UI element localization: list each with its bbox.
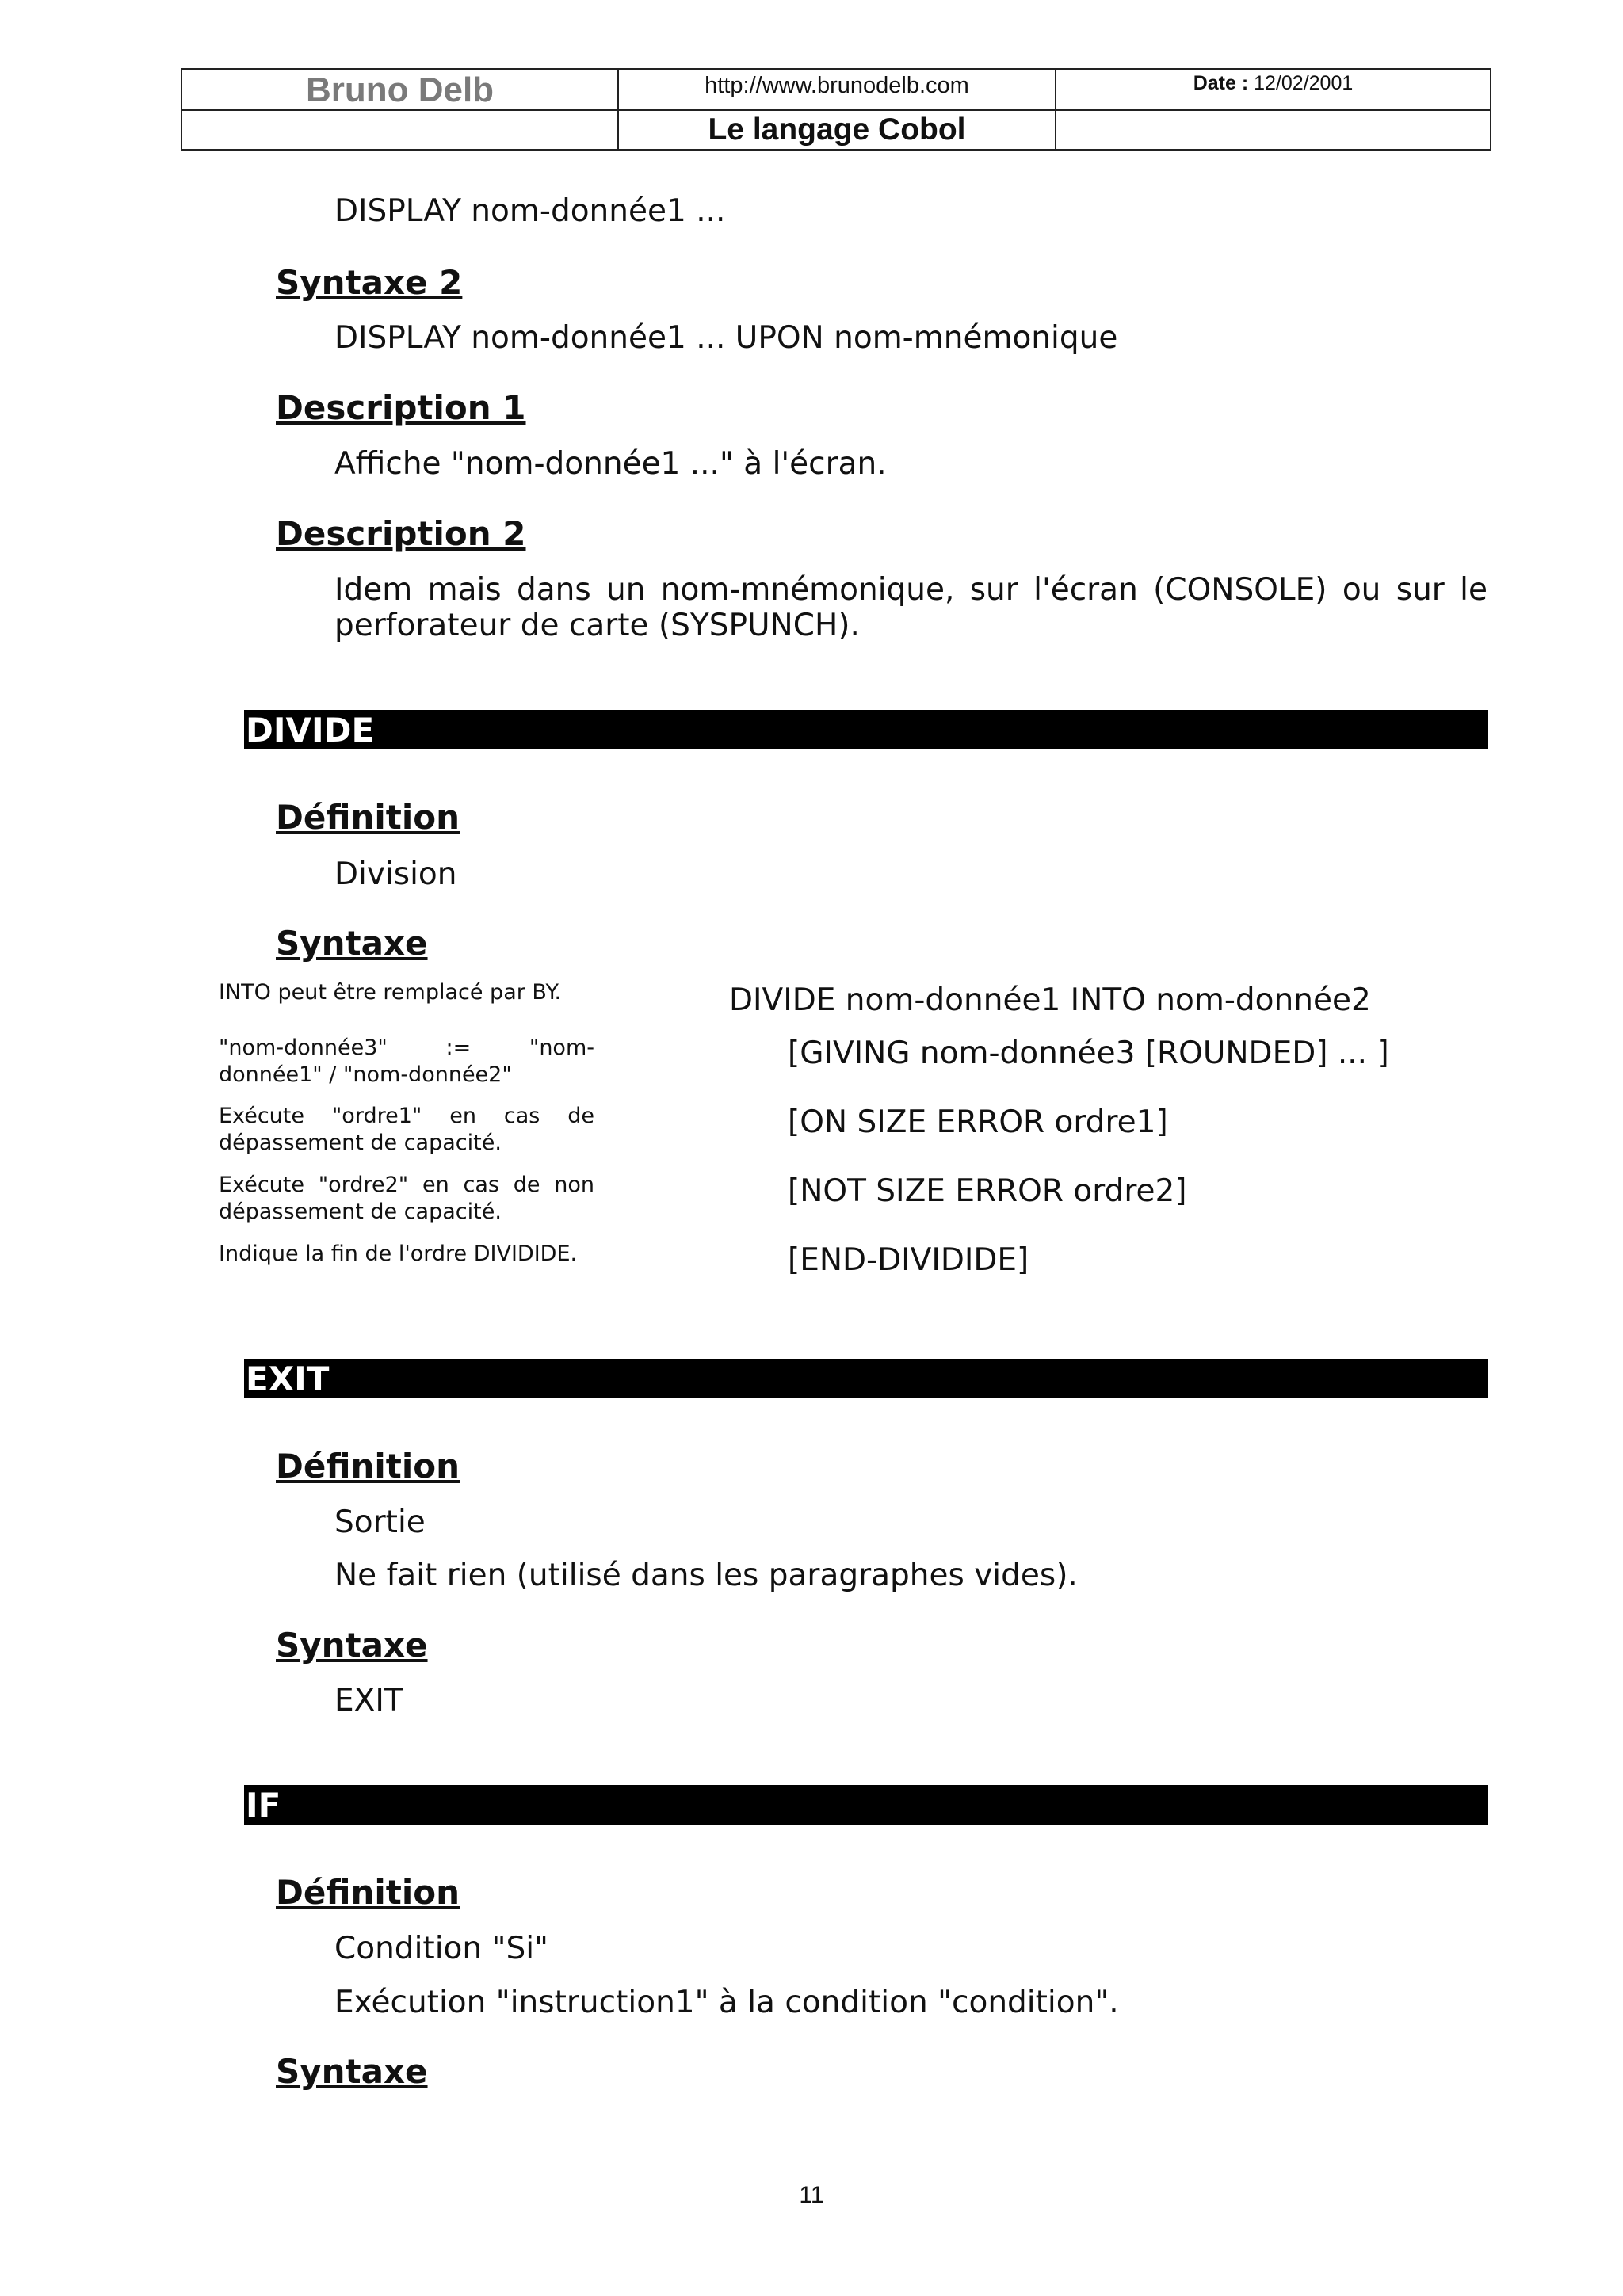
header-empty-cell — [182, 111, 619, 149]
if-definition-line2: Exécution "instruction1" à la condition "condition". — [334, 1985, 1119, 2020]
exit-definition-line2: Ne fait rien (utilisé dans les paragraphes vides). — [334, 1558, 1078, 1593]
divide-definition-heading: Définition — [276, 798, 460, 837]
display-desc1-heading: Description 1 — [276, 388, 526, 427]
divide-code-line: [NOT SIZE ERROR ordre2] — [788, 1173, 1187, 1209]
header-date-label: Date : — [1193, 72, 1249, 94]
display-desc1-text: Affiche "nom-donnée1 ..." à l'écran. — [334, 446, 887, 482]
header-date-value: 12/02/2001 — [1254, 72, 1354, 94]
section-bar-if: IF — [244, 1785, 1488, 1825]
exit-definition-line1: Sortie — [334, 1505, 426, 1540]
if-definition-heading: Définition — [276, 1873, 460, 1912]
divide-note: Indique la fin de l'ordre DIVIDIDE. — [219, 1241, 578, 1266]
if-definition-line1: Condition "Si" — [334, 1931, 548, 1966]
header-url: http://www.brunodelb.com — [619, 70, 1056, 111]
display-syntax2-heading: Syntaxe 2 — [276, 263, 463, 302]
page-number: 11 — [799, 2182, 824, 2208]
display-syntax1-code: DISPLAY nom-donnée1 ... — [334, 193, 726, 229]
divide-note: Exécute "ordre1" en cas de dépassement de capacité. — [219, 1104, 594, 1155]
divide-note: "nom-donnée3" := "nom-donnée1" / "nom-donnée2" — [219, 1035, 594, 1087]
exit-syntax-heading: Syntaxe — [276, 1626, 428, 1665]
divide-code-line: [END-DIVIDIDE] — [788, 1242, 1029, 1278]
divide-note: Exécute "ordre2" en cas de non dépassement de capacité. — [219, 1173, 594, 1224]
header-date — [1056, 70, 1490, 111]
divide-code-line: [ON SIZE ERROR ordre1] — [788, 1104, 1168, 1140]
section-bar-divide: DIVIDE — [244, 710, 1488, 749]
display-syntax2-code: DISPLAY nom-donnée1 ... UPON nom-mnémonique — [334, 320, 1118, 356]
divide-definition-text: Division — [334, 856, 457, 892]
divide-code-line: DIVIDE nom-donnée1 INTO nom-donnée2 — [729, 982, 1371, 1018]
exit-definition-heading: Définition — [276, 1447, 460, 1486]
header-author: Bruno Delb — [182, 70, 619, 111]
header-empty-cell — [1056, 111, 1490, 149]
divide-code-line: [GIVING nom-donnée3 [ROUNDED] ... ] — [788, 1035, 1389, 1071]
display-desc2-line1: Idem mais dans un nom-mnémonique, sur l'écran (CONSOLE) ou sur le — [334, 572, 1487, 608]
header-title: Le langage Cobol — [619, 111, 1056, 149]
display-desc2-heading: Description 2 — [276, 514, 526, 553]
exit-syntax-code: EXIT — [334, 1683, 403, 1718]
if-syntax-heading: Syntaxe — [276, 2052, 428, 2091]
section-bar-exit: EXIT — [244, 1359, 1488, 1398]
divide-note: INTO peut être remplacé par BY. — [219, 980, 562, 1005]
divide-syntax-heading: Syntaxe — [276, 924, 428, 963]
display-desc2-line2: perforateur de carte (SYSPUNCH). — [334, 608, 860, 643]
page-header — [181, 68, 1491, 151]
